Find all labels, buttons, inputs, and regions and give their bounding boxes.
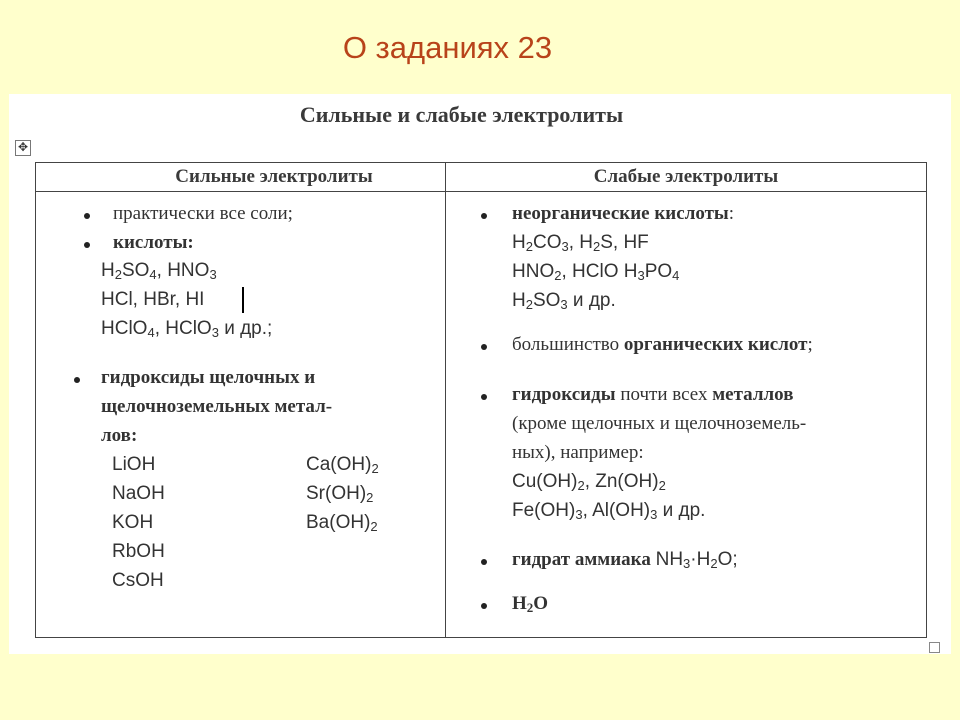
strong-acid-formula: HClO$_4$, HClO$_3$ и др.; xyxy=(101,318,273,340)
subscript: 2 xyxy=(370,519,378,534)
subscript: 2 xyxy=(526,600,534,615)
text-cursor xyxy=(242,287,244,313)
electrolytes-table xyxy=(35,162,927,638)
subscript: 2 xyxy=(577,478,585,493)
subscript: 2 xyxy=(658,478,666,493)
subscript: 2 xyxy=(525,239,533,254)
hydroxides-label-line-2: щелочноземельных метал- xyxy=(101,396,333,417)
hydroxides-bold: гидроксиды xyxy=(512,384,616,405)
column-header-strong: Сильные электролиты xyxy=(175,166,373,187)
alkali-hydroxide: KOH xyxy=(112,512,154,533)
hydroxides-label-line-3: лов: xyxy=(101,425,138,446)
hydroxides-mid: почти всех xyxy=(615,384,713,405)
subscript: 2 xyxy=(114,267,122,282)
strong-column-content xyxy=(36,163,445,637)
weak-column-content xyxy=(446,163,926,637)
subscript: 2 xyxy=(366,490,374,505)
weak-acid-formula: $H_2SO_3$ и др. xyxy=(512,290,616,312)
subscript: 2 xyxy=(554,268,562,283)
subscript: 2 xyxy=(592,239,601,254)
weak-hydroxides-line-2: (кроме щелочных и щелочноземель- xyxy=(512,413,807,434)
table-resize-handle-icon[interactable] xyxy=(929,642,940,653)
bullet-icon xyxy=(481,394,487,400)
bullet-icon xyxy=(481,213,487,219)
bullet-icon xyxy=(481,603,487,609)
inorganic-colon: : xyxy=(728,203,735,224)
ammonia-text xyxy=(512,545,738,574)
subscript: 2 xyxy=(525,297,533,312)
strong-acid-formula: $H_2SO_4$, $HNO_3$ xyxy=(101,260,217,282)
weak-hydroxide-formula: $Cu(OH)_2$, $Zn(OH)_2$ xyxy=(512,471,666,493)
organic-pre: большинство xyxy=(512,334,624,355)
bullet-icon xyxy=(74,377,80,383)
hydroxides-label-line-1: гидроксиды щелочных и xyxy=(101,367,316,388)
alkali-hydroxide: LiOH xyxy=(112,454,156,475)
inorganic-acids-bold: неорганические кислоты xyxy=(512,203,729,224)
water-formula: $H_2O$ xyxy=(512,593,549,615)
weak-hydroxides-line-1 xyxy=(512,380,793,409)
acids-label: кислоты: xyxy=(113,232,194,253)
subscript: 3 xyxy=(211,325,219,340)
subscript: 3 xyxy=(561,239,569,254)
document-heading: Сильные и слабые электролиты xyxy=(299,102,624,127)
alkali-hydroxide: CsOH xyxy=(112,570,164,591)
alkali-hydroxide: RbOH xyxy=(112,541,165,562)
column-header-weak: Слабые электролиты xyxy=(593,166,779,187)
earth-hydroxide: $Ba(OH)_2$ xyxy=(306,512,378,534)
subscript: 3 xyxy=(683,556,691,571)
subscript: 2 xyxy=(371,461,379,476)
salts-text: практически все соли; xyxy=(113,203,293,224)
bullet-icon xyxy=(84,213,90,219)
subscript: 4 xyxy=(672,268,680,283)
inorganic-acids-label xyxy=(512,199,734,228)
weak-hydroxides-line-3: ных), например: xyxy=(512,442,644,463)
subscript: 4 xyxy=(147,325,155,340)
alkali-hydroxide: NaOH xyxy=(112,483,165,504)
weak-acid-formula: $H_2CO_3$, $H_2S$, HF xyxy=(512,232,649,254)
metals-bold: металлов xyxy=(712,384,794,405)
strong-acid-formula: HCl, HBr, HI xyxy=(101,289,205,310)
earth-hydroxide: $Sr(OH)_2$ xyxy=(306,483,374,505)
weak-acid-formula: $HNO_2$, HClO $H_3PO_4$ xyxy=(512,261,680,283)
document-image xyxy=(9,94,951,654)
organic-bold: органических кислот xyxy=(623,334,808,355)
subscript: 3 xyxy=(637,268,645,283)
organic-post: ; xyxy=(807,334,813,355)
bullet-icon xyxy=(481,344,487,350)
table-move-handle-icon[interactable]: ✥ xyxy=(15,140,31,156)
bullet-icon xyxy=(84,242,90,248)
subscript: 2 xyxy=(710,556,718,571)
subscript: 3 xyxy=(209,267,217,282)
subscript: 3 xyxy=(650,507,658,522)
ammonia-formula: $NH_3\cdot H_2O$; xyxy=(655,549,738,571)
ammonia-bold: гидрат аммиака xyxy=(512,549,656,570)
weak-hydroxide-formula: $Fe(OH)_3$, $Al(OH)_3$ и др. xyxy=(512,500,706,522)
bullet-icon xyxy=(481,559,487,565)
earth-hydroxide: $Ca(OH)_2$ xyxy=(306,454,379,476)
subscript: 4 xyxy=(149,267,157,282)
subscript: 3 xyxy=(575,507,583,522)
organic-acids-text xyxy=(512,330,813,359)
slide-title: О заданиях 23 xyxy=(342,30,553,65)
subscript: 3 xyxy=(560,297,568,312)
